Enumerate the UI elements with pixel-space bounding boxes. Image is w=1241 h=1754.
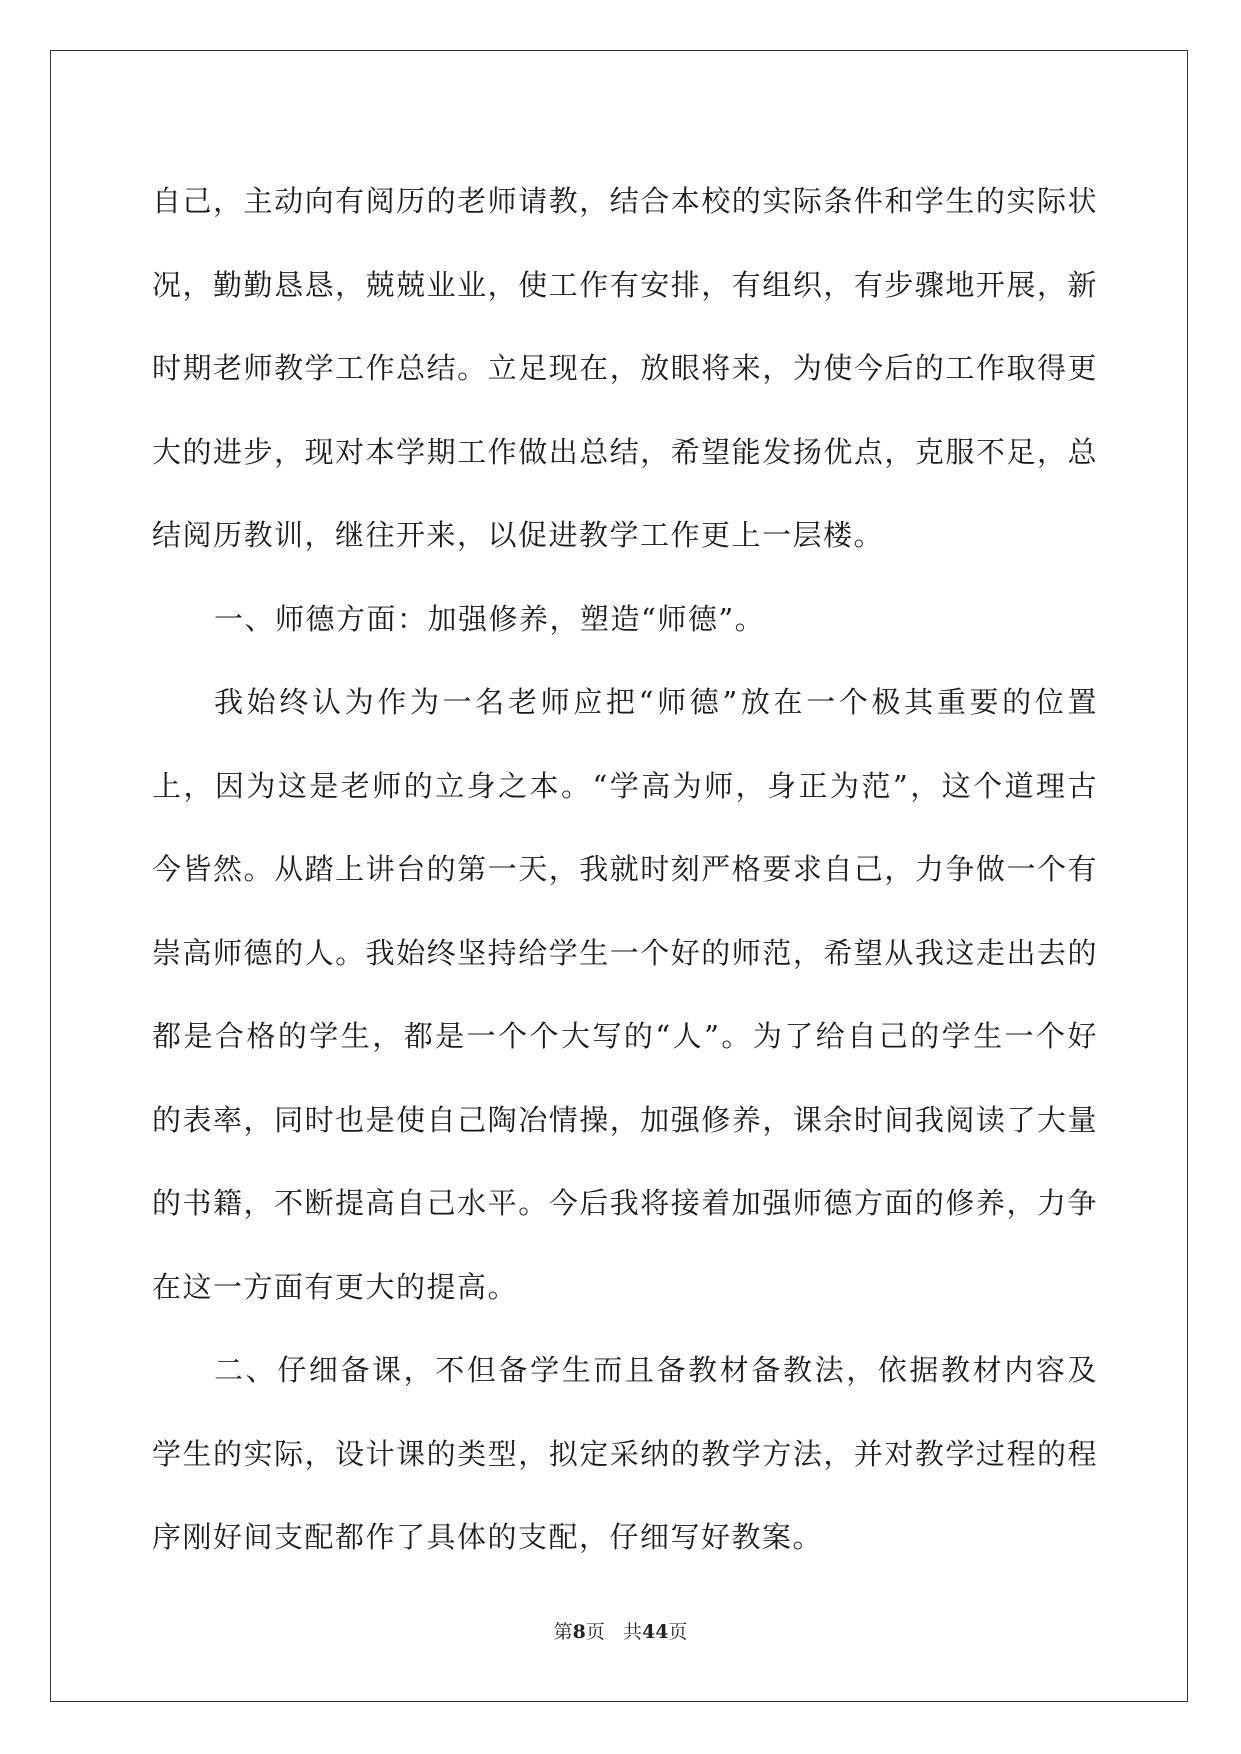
total-pages: 44 bbox=[641, 1621, 669, 1643]
paragraph-teacher-ethics: 我始终认为作为一名老师应把“师德”放在一个极其重要的位置上，因为这是老师的立身之本。“学高为师，身正为范”，这个道理古今皆然。从踏上讲台的第一天，我就时刻严格要求自己，力争做一个有崇高师德的人。我始终坚持给学生一个好的师范，希望从我这走出去的都是合格的学生，都是一个个大写的“人”。为了给自己的学生一个好的表率，同时也是使自己陶冶情操，加强修养，课余时间我阅读了大量的书籍，不断提高自己水平。今后我将接着加强师德方面的修养，力争在这一方面有更大的提高。 bbox=[152, 685, 1098, 1304]
paragraph-lesson-preparation: 二、仔细备课，不但备学生而且备教材备教法，依据教材内容及学生的实际，设计课的类型，拟定采纳的教学方法，并对教学过程的程序刚好间支配都作了具体的支配，仔细写好教案。 bbox=[152, 1353, 1098, 1554]
total-suffix: 页 bbox=[668, 1621, 688, 1643]
paragraph-intro: 自己，主动向有阅历的老师请教，结合本校的实际条件和学生的实际状况，勤勤恳恳，兢兢业业，使工作有安排，有组织，有步骤地开展，新时期老师教学工作总结。立足现在，放眼将来，为使今后的工作取得更大的进步，现对本学期工作做出总结，希望能发扬优点，克服不足，总结阅历教训，继往开来，以促进教学工作更上一层楼。 bbox=[152, 184, 1098, 552]
total-prefix: 共 bbox=[622, 1621, 642, 1643]
page-suffix: 页 bbox=[585, 1621, 605, 1643]
heading-teacher-ethics: 一、师德方面：加强修养，塑造“师德”。 bbox=[214, 601, 766, 636]
page-prefix: 第 bbox=[553, 1621, 573, 1643]
page-number: 8 bbox=[572, 1621, 586, 1643]
page-footer bbox=[0, 1617, 1241, 1644]
document-body bbox=[152, 160, 1098, 1580]
